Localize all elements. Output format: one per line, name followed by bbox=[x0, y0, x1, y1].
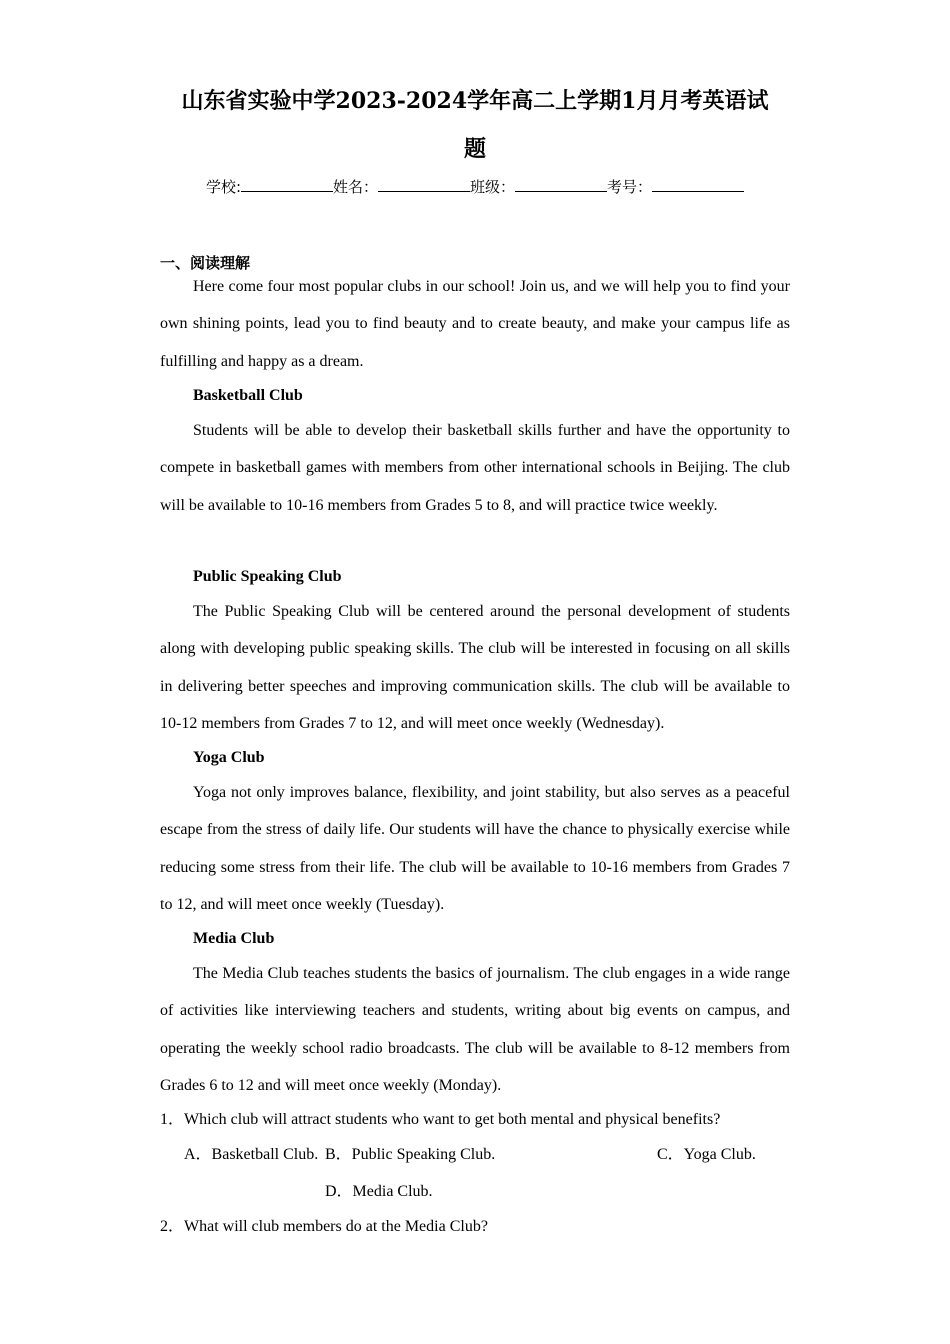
question-2: 2．What will club members do at the Media Club? bbox=[160, 1218, 488, 1235]
club-title-yoga: Yoga Club bbox=[193, 749, 265, 766]
club-paragraph-yoga: Yoga not only improves balance, flexibility, and joint stability, but also serves as a peaceful escape from the stress of daily life. Our students will have the chance to physically exercise while reducing some stress from their life. The club will be available to 10-16 members from Grades 7 to 12, and will meet once weekly (Tuesday). bbox=[160, 784, 790, 913]
question-1-option-d[interactable]: D．Media Club. bbox=[325, 1183, 433, 1200]
exam-number-label: 考号： bbox=[607, 178, 653, 196]
student-info-line bbox=[0, 176, 950, 198]
question-1: 1．Which club will attract students who want to get both mental and physical benefits? bbox=[160, 1111, 721, 1128]
school-blank[interactable] bbox=[241, 177, 333, 192]
name-blank[interactable] bbox=[378, 177, 470, 192]
club-paragraph-public-speaking: The Public Speaking Club will be centered around the personal development of students along with developing public speaking skills. The club will be interested in focusing on all skills in delivering better speeches and improving communication skills. The club will be available to 10-12 members from Grades 7 to 12, and will meet once weekly (Wednesday). bbox=[160, 603, 790, 732]
question-1-option-b[interactable]: B．Public Speaking Club. bbox=[325, 1146, 496, 1163]
club-title-basketball: Basketball Club bbox=[193, 387, 303, 404]
question-1-option-a[interactable]: A．Basketball Club. bbox=[184, 1146, 319, 1163]
club-title-media: Media Club bbox=[193, 930, 275, 947]
exam-number-blank[interactable] bbox=[652, 177, 744, 192]
page-title-line-2: 题 bbox=[463, 136, 486, 162]
club-paragraph-basketball: Students will be able to develop their basketball skills further and have the opportunity to compete in basketball games with members from other international schools in Beijing. The club will be available to 10-16 members from Grades 5 to 8, and will practice twice weekly. bbox=[160, 422, 790, 514]
section-heading: 一、阅读理解 bbox=[160, 254, 251, 272]
intro-paragraph: Here come four most popular clubs in our school! Join us, and we will help you to find your own shining points, lead you to find beauty and to create beauty, and make your campus life as fulfilling and happy as a dream. bbox=[160, 278, 790, 370]
page-title-line-1: 山东省实验中学2023-2024学年高二上学期1月月考英语试 bbox=[181, 88, 769, 114]
question-1-option-c[interactable]: C．Yoga Club. bbox=[657, 1146, 756, 1163]
class-label: 班级： bbox=[470, 178, 516, 196]
club-title-public-speaking: Public Speaking Club bbox=[193, 568, 342, 585]
name-label: 姓名： bbox=[333, 178, 379, 196]
class-blank[interactable] bbox=[515, 177, 607, 192]
school-label: 学校: bbox=[205, 178, 241, 196]
club-paragraph-media: The Media Club teaches students the basics of journalism. The club engages in a wide range of activities like interviewing teachers and students, writing about big events on campus, and operating the weekly school radio broadcasts. The club will be available to 8-12 members from Grades 6 to 12 and will meet once weekly (Monday). bbox=[160, 965, 790, 1094]
